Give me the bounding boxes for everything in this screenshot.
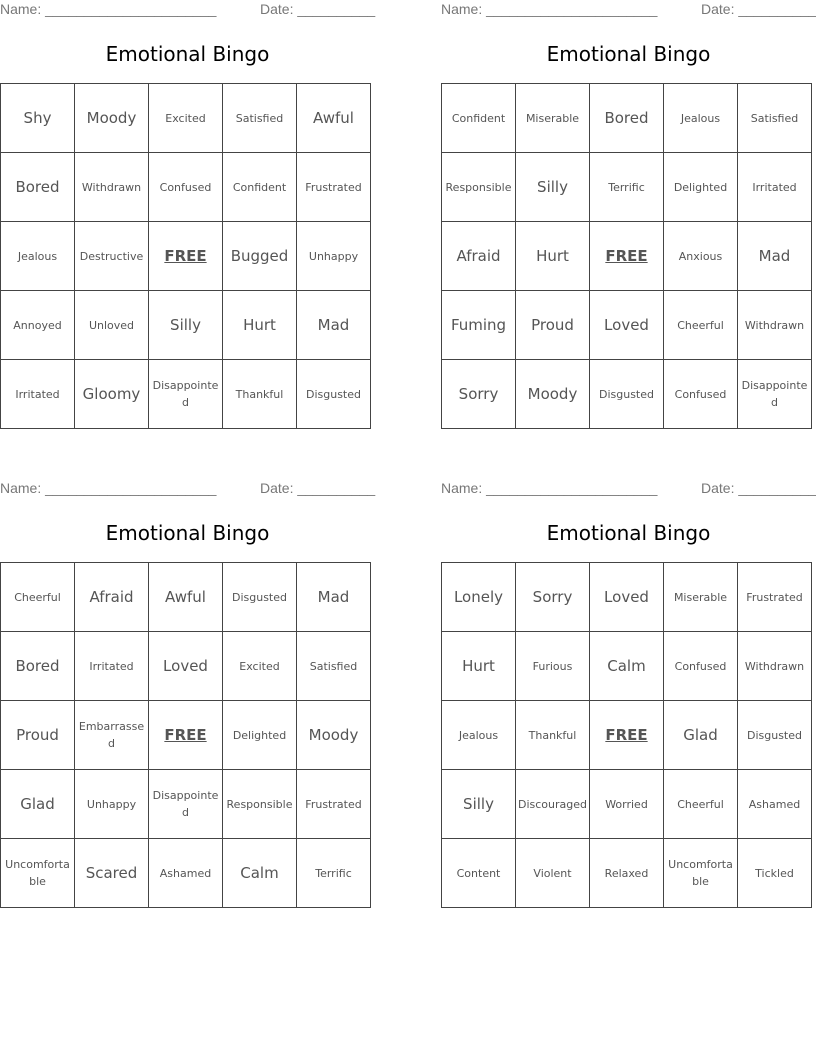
bingo-cell[interactable]: Terrific xyxy=(297,839,371,908)
bingo-cell[interactable]: Thankful xyxy=(223,360,297,429)
bingo-cell[interactable]: Confident xyxy=(223,153,297,222)
bingo-cell[interactable]: Frustrated xyxy=(738,563,812,632)
bingo-cell[interactable]: Destructive xyxy=(75,222,149,291)
bingo-cell[interactable]: Bored xyxy=(1,153,75,222)
card-header xyxy=(0,480,375,500)
bingo-cell[interactable]: Violent xyxy=(516,839,590,908)
bingo-cell[interactable]: Withdrawn xyxy=(738,291,812,360)
bingo-row xyxy=(1,563,371,632)
bingo-row xyxy=(442,632,812,701)
bingo-row xyxy=(1,291,371,360)
bingo-cell[interactable]: Disappointed xyxy=(738,360,812,429)
bingo-cell[interactable]: Shy xyxy=(1,84,75,153)
free-space[interactable]: FREE xyxy=(149,701,223,770)
bingo-cell[interactable]: Awful xyxy=(149,563,223,632)
bingo-row xyxy=(1,153,371,222)
bingo-cell[interactable]: Thankful xyxy=(516,701,590,770)
bingo-cell[interactable]: Loved xyxy=(149,632,223,701)
bingo-cell[interactable]: Lonely xyxy=(442,563,516,632)
bingo-cell[interactable]: Fuming xyxy=(442,291,516,360)
bingo-cell[interactable]: Moody xyxy=(75,84,149,153)
bingo-cell[interactable]: Mad xyxy=(297,563,371,632)
bingo-cell[interactable]: Glad xyxy=(664,701,738,770)
bingo-row xyxy=(1,632,371,701)
bingo-cell[interactable]: Ashamed xyxy=(738,770,812,839)
bingo-cell[interactable]: Calm xyxy=(590,632,664,701)
bingo-cell[interactable]: Satisfied xyxy=(223,84,297,153)
bingo-cell[interactable]: Content xyxy=(442,839,516,908)
bingo-cell[interactable]: Silly xyxy=(442,770,516,839)
date-field[interactable]: Date: __________ xyxy=(701,1,816,17)
bingo-cell[interactable]: Proud xyxy=(516,291,590,360)
date-field[interactable]: Date: __________ xyxy=(701,480,816,496)
bingo-cell[interactable]: Sorry xyxy=(442,360,516,429)
name-field[interactable]: Name: ______________________ xyxy=(441,480,658,496)
bingo-card-1 xyxy=(0,0,375,434)
bingo-row xyxy=(442,291,812,360)
bingo-cell[interactable]: Tickled xyxy=(738,839,812,908)
bingo-cell[interactable]: Irritated xyxy=(738,153,812,222)
card-header xyxy=(441,1,816,21)
bingo-cell[interactable]: Hurt xyxy=(442,632,516,701)
bingo-cell[interactable]: Confident xyxy=(442,84,516,153)
bingo-cell[interactable]: Embarrassed xyxy=(75,701,149,770)
bingo-row xyxy=(1,839,371,908)
bingo-cell[interactable]: Satisfied xyxy=(738,84,812,153)
bingo-grid xyxy=(0,83,371,429)
bingo-cell[interactable]: Confused xyxy=(664,632,738,701)
bingo-cell[interactable]: Annoyed xyxy=(1,291,75,360)
bingo-cell[interactable]: Irritated xyxy=(1,360,75,429)
bingo-cell[interactable]: Unloved xyxy=(75,291,149,360)
bingo-cell[interactable]: Disappointed xyxy=(149,360,223,429)
bingo-cell[interactable]: Cheerful xyxy=(1,563,75,632)
bingo-cell[interactable]: Afraid xyxy=(75,563,149,632)
bingo-cell[interactable]: Uncomfortable xyxy=(664,839,738,908)
bingo-cell[interactable]: Proud xyxy=(1,701,75,770)
free-space[interactable]: FREE xyxy=(590,222,664,291)
free-space[interactable]: FREE xyxy=(149,222,223,291)
bingo-grid xyxy=(441,83,812,429)
bingo-row xyxy=(1,222,371,291)
bingo-cell[interactable]: Bored xyxy=(590,84,664,153)
bingo-cell[interactable]: Hurt xyxy=(516,222,590,291)
bingo-row xyxy=(442,839,812,908)
bingo-grid xyxy=(441,562,812,908)
bingo-cell[interactable]: Disgusted xyxy=(590,360,664,429)
bingo-row xyxy=(442,222,812,291)
bingo-row xyxy=(442,563,812,632)
bingo-cell[interactable]: Gloomy xyxy=(75,360,149,429)
bingo-cell[interactable]: Excited xyxy=(223,632,297,701)
card-title: Emotional Bingo xyxy=(546,521,711,545)
bingo-cell[interactable]: Sorry xyxy=(516,563,590,632)
free-space[interactable]: FREE xyxy=(590,701,664,770)
bingo-cell[interactable]: Calm xyxy=(223,839,297,908)
bingo-cell[interactable]: Confused xyxy=(664,360,738,429)
bingo-cell[interactable]: Hurt xyxy=(223,291,297,360)
bingo-grid xyxy=(0,562,371,908)
date-field[interactable]: Date: __________ xyxy=(260,480,376,496)
bingo-cell[interactable]: Loved xyxy=(590,291,664,360)
bingo-cell[interactable]: Disappointed xyxy=(149,770,223,839)
bingo-cell[interactable]: Mad xyxy=(738,222,812,291)
bingo-cell[interactable]: Delighted xyxy=(664,153,738,222)
bingo-cell[interactable]: Uncomfortable xyxy=(1,839,75,908)
bingo-cell[interactable]: Withdrawn xyxy=(738,632,812,701)
bingo-cell[interactable]: Moody xyxy=(297,701,371,770)
card-title: Emotional Bingo xyxy=(105,521,270,545)
bingo-cell[interactable]: Jealous xyxy=(664,84,738,153)
bingo-card-3 xyxy=(0,479,375,913)
bingo-cell[interactable]: Jealous xyxy=(442,701,516,770)
bingo-row xyxy=(442,360,812,429)
bingo-row xyxy=(442,770,812,839)
bingo-cell[interactable]: Responsible xyxy=(223,770,297,839)
bingo-cell[interactable]: Frustrated xyxy=(297,153,371,222)
bingo-cell[interactable]: Loved xyxy=(590,563,664,632)
bingo-cell[interactable]: Withdrawn xyxy=(75,153,149,222)
bingo-cell[interactable]: Frustrated xyxy=(297,770,371,839)
bingo-cell[interactable]: Anxious xyxy=(664,222,738,291)
name-field[interactable]: Name: ______________________ xyxy=(0,1,217,17)
bingo-cell[interactable]: Unhappy xyxy=(75,770,149,839)
bingo-cell[interactable]: Disgusted xyxy=(223,563,297,632)
bingo-cell[interactable]: Unhappy xyxy=(297,222,371,291)
bingo-cell[interactable]: Ashamed xyxy=(149,839,223,908)
bingo-row xyxy=(442,84,812,153)
bingo-cell[interactable]: Disgusted xyxy=(738,701,812,770)
bingo-cell[interactable]: Moody xyxy=(516,360,590,429)
bingo-cell[interactable]: Miserable xyxy=(516,84,590,153)
bingo-row xyxy=(1,360,371,429)
bingo-cell[interactable]: Afraid xyxy=(442,222,516,291)
bingo-cell[interactable]: Scared xyxy=(75,839,149,908)
date-field[interactable]: Date: __________ xyxy=(260,1,376,17)
name-field[interactable]: Name: ______________________ xyxy=(441,1,658,17)
card-title: Emotional Bingo xyxy=(105,42,270,66)
bingo-row xyxy=(442,701,812,770)
bingo-cell[interactable]: Miserable xyxy=(664,563,738,632)
bingo-cell[interactable]: Awful xyxy=(297,84,371,153)
bingo-cell[interactable]: Glad xyxy=(1,770,75,839)
bingo-cell[interactable]: Satisfied xyxy=(297,632,371,701)
bingo-cell[interactable]: Furious xyxy=(516,632,590,701)
bingo-row xyxy=(1,770,371,839)
bingo-cell[interactable]: Terrific xyxy=(590,153,664,222)
bingo-row xyxy=(442,153,812,222)
bingo-cell[interactable]: Relaxed xyxy=(590,839,664,908)
bingo-row xyxy=(1,84,371,153)
bingo-cell[interactable]: Jealous xyxy=(1,222,75,291)
bingo-cell[interactable]: Responsible xyxy=(442,153,516,222)
bingo-cell[interactable]: Silly xyxy=(149,291,223,360)
card-title: Emotional Bingo xyxy=(546,42,711,66)
bingo-cell[interactable]: Disgusted xyxy=(297,360,371,429)
bingo-cell[interactable]: Bugged xyxy=(223,222,297,291)
bingo-cell[interactable]: Irritated xyxy=(75,632,149,701)
bingo-cell[interactable]: Discouraged xyxy=(516,770,590,839)
bingo-cell[interactable]: Worried xyxy=(590,770,664,839)
bingo-cell[interactable]: Silly xyxy=(516,153,590,222)
bingo-cell[interactable]: Confused xyxy=(149,153,223,222)
bingo-cell[interactable]: Bored xyxy=(1,632,75,701)
bingo-cell[interactable]: Delighted xyxy=(223,701,297,770)
name-field[interactable]: Name: ______________________ xyxy=(0,480,217,496)
card-header xyxy=(441,480,816,500)
bingo-cell[interactable]: Cheerful xyxy=(664,291,738,360)
bingo-cell[interactable]: Mad xyxy=(297,291,371,360)
bingo-cell[interactable]: Cheerful xyxy=(664,770,738,839)
bingo-card-4 xyxy=(441,479,816,913)
card-header xyxy=(0,1,375,21)
bingo-row xyxy=(1,701,371,770)
bingo-card-2 xyxy=(441,0,816,434)
bingo-cell[interactable]: Excited xyxy=(149,84,223,153)
